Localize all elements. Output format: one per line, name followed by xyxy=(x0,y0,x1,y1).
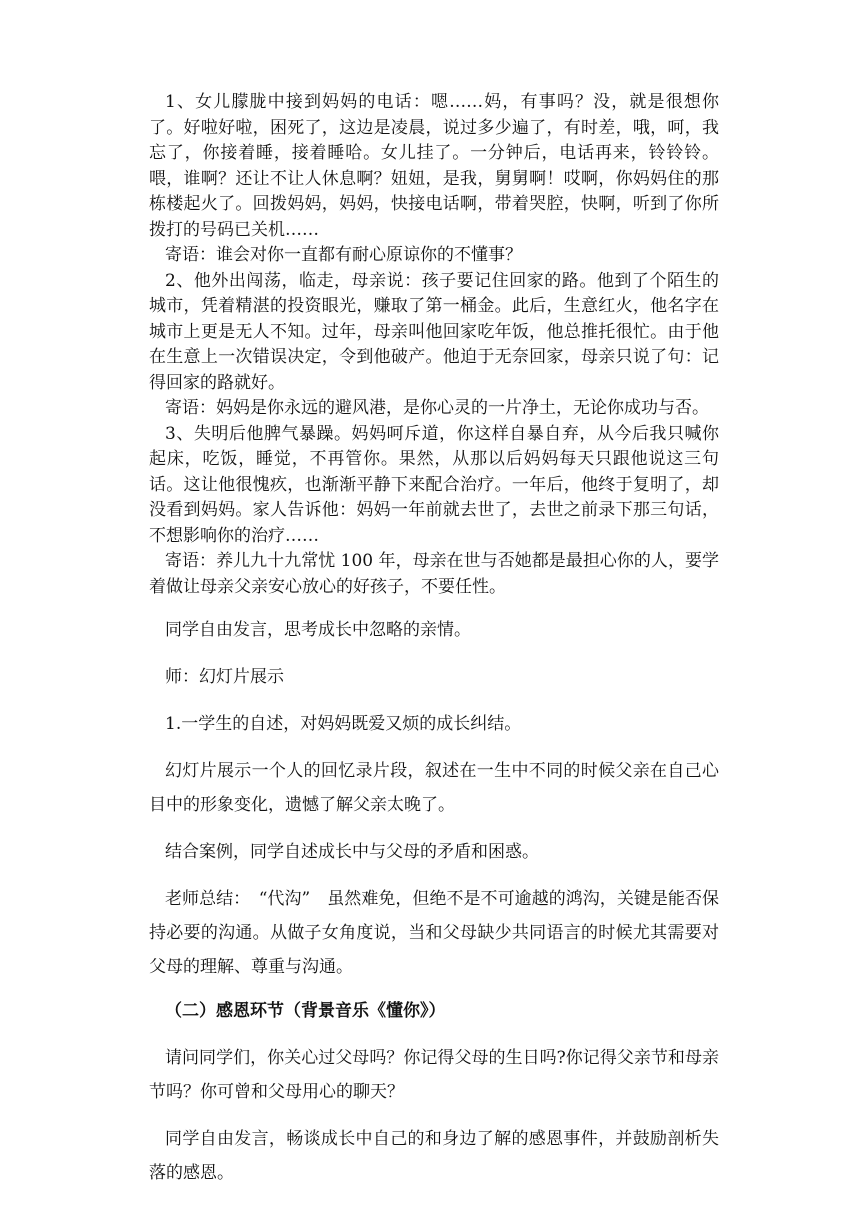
story-3-text: 3、失明后他脾气暴躁。妈妈呵斥道，你这样自暴自弃，从今后我只喊你起床，吃饭，睡觉，不再管你。果然，从那以后妈妈每天只跟他说这三句话。这让他很愧疚，也渐渐平静下来配合治疗。一年后，他终于复明了，却没看到妈妈。家人告诉他：妈妈一年前就去世了，去世之前录下那三句话，不想影响你的治疗…… xyxy=(149,423,719,546)
paragraph-memoir: 幻灯片展示一个人的回忆录片段，叙述在一生中不同的时候父亲在自己心目中的形象变化，遗憾了解父亲太晚了。 xyxy=(149,761,719,815)
story-1-text: 1、女儿朦胧中接到妈妈的电话：嗯……妈，有事吗？没，就是很想你了。好啦好啦，困死了，这边是凌晨，说过多少遍了，有时差，哦，呵，我忘了，你接着睡，接着睡哈。女儿挂了。一分钟后，电话再来，铃铃铃。喂，谁啊？还让不让人休息啊？妞妞，是我，舅舅啊！哎啊，你妈妈住的那栋楼起火了。回拨妈妈，妈妈，快接电话啊，带着哭腔，快啊，听到了你所拨打的号码已关机…… xyxy=(149,92,719,240)
document-page xyxy=(149,90,719,1190)
paragraph-free-speech: 同学自由发言，思考成长中忽略的亲情。 xyxy=(165,620,471,640)
paragraph-student-account: 1.一学生的自述，对妈妈既爱又烦的成长纠结。 xyxy=(165,714,522,734)
paragraph-teacher-summary: 老师总结： “代沟” 虽然难免，但绝不是不可逾越的鸿沟，关键是能否保持必要的沟通。从做子女角度说，当和父母缺少共同语言的时候尤其需要对父母的理解、尊重与沟通。 xyxy=(149,889,719,977)
story-3-note: 寄语：养儿九十九常忧 100 年，母亲在世与否她都是最担心你的人，要学着做让母亲父亲安心放心的好孩子，不要任性。 xyxy=(149,551,719,597)
section-2-heading: （二）感恩环节（背景音乐《懂你》） xyxy=(165,1001,446,1021)
section-2-discussion: 同学自由发言，畅谈成长中自己的和身边了解的感恩事件，并鼓励剖析失落的感恩。 xyxy=(149,1129,719,1183)
section-2-question: 请问同学们，你关心过父母吗？你记得父母的生日吗?你记得父亲节和母亲节吗？你可曾和父母用心的聊天？ xyxy=(149,1048,719,1102)
story-2-note: 寄语：妈妈是你永远的避风港，是你心灵的一片净土，无论你成功与否。 xyxy=(165,398,709,418)
paragraph-teacher-slides: 师：幻灯片展示 xyxy=(165,667,284,687)
story-1-note: 寄语：谁会对你一直都有耐心原谅你的不懂事？ xyxy=(165,245,522,265)
story-2-text: 2、他外出闯荡，临走，母亲说：孩子要记住回家的路。他到了个陌生的城市，凭着精湛的投资眼光，赚取了第一桶金。此后，生意红火，他名字在城市上更是无人不知。过年，母亲叫他回家吃年饭，他总推托很忙。由于他在生意上一次错误决定，令到他破产。他迫于无奈回家，母亲只说了句：记得回家的路就好。 xyxy=(149,270,719,393)
paragraph-case-discussion: 结合案例，同学自述成长中与父母的矛盾和困惑。 xyxy=(165,842,539,862)
